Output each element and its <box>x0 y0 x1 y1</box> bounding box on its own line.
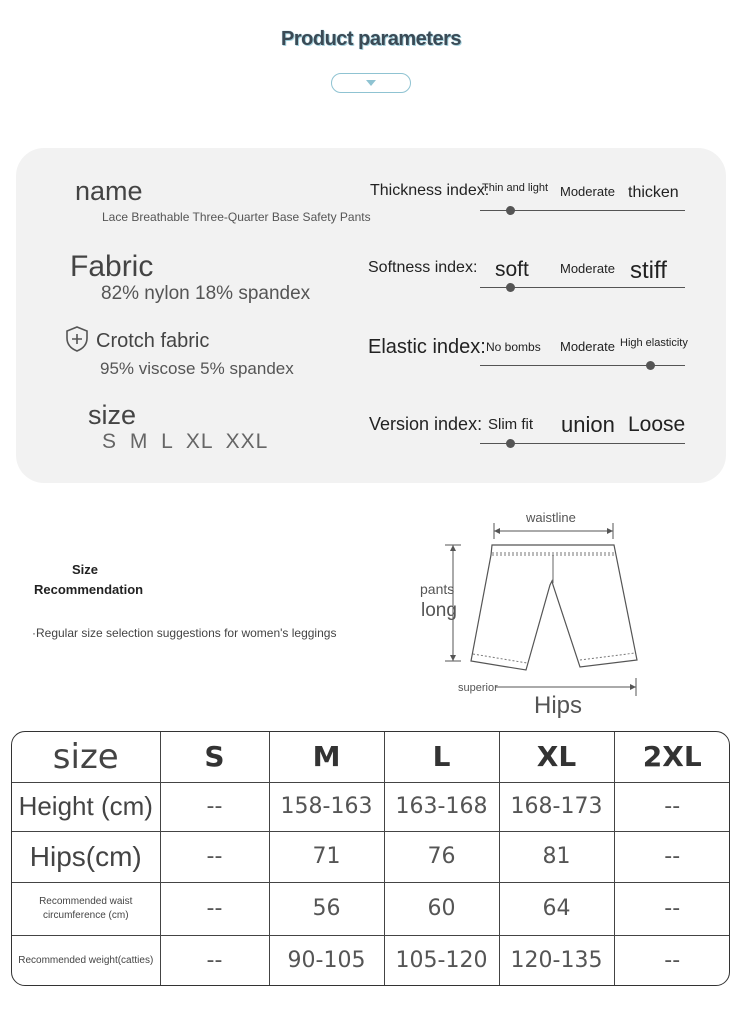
table-header-l: L <box>384 732 499 782</box>
table-cell: 120-135 <box>499 935 614 985</box>
name-value: Lace Breathable Three-Quarter Base Safety Pants <box>102 210 371 224</box>
table-cell: 71 <box>269 831 384 882</box>
version-indicator <box>506 439 515 448</box>
table-cell: 105-120 <box>384 935 499 985</box>
table-cell: 81 <box>499 831 614 882</box>
table-header-2xl: 2XL <box>614 732 730 782</box>
table-cell: -- <box>160 831 269 882</box>
row-label-weight: Recommended weight(catties) <box>12 935 160 985</box>
recommendation-title-line1: Size <box>72 562 99 577</box>
shorts-diagram <box>440 515 645 700</box>
softness-tick-stiff: stiff <box>630 257 667 284</box>
row-label-waist: Recommended waist circumference (cm) <box>12 882 160 935</box>
table-header-size: size <box>12 732 160 782</box>
page-title: Product parameters <box>281 28 461 50</box>
row-label-hips: Hips(cm) <box>12 831 160 882</box>
table-header-xl: XL <box>499 732 614 782</box>
recommendation-title-line2: Recommendation <box>34 582 144 597</box>
elastic-tick-moderate: Moderate <box>560 339 615 354</box>
version-index-label: Version index: <box>369 414 483 434</box>
version-tick-loose: Loose <box>628 413 686 436</box>
row-label-height: Height (cm) <box>12 782 160 831</box>
waistline-label: waistline <box>526 510 576 525</box>
table-cell: -- <box>160 782 269 831</box>
softness-tick-moderate: Moderate <box>560 261 615 276</box>
size-value: S M L XL XXL <box>102 430 269 453</box>
table-cell: 60 <box>384 882 499 935</box>
table-row <box>12 831 730 882</box>
shield-icon <box>65 326 89 352</box>
version-tick-union: union <box>561 412 615 437</box>
hips-label: Hips <box>534 692 583 719</box>
table-cell: 64 <box>499 882 614 935</box>
table-cell: -- <box>160 882 269 935</box>
table-cell: -- <box>614 882 730 935</box>
elastic-indicator <box>646 361 655 370</box>
softness-indicator <box>506 283 515 292</box>
table-cell: 163-168 <box>384 782 499 831</box>
table-row <box>12 935 730 985</box>
table-cell: -- <box>160 935 269 985</box>
superior-label: superior <box>458 682 498 694</box>
thickness-tick-thin: Thin and light <box>482 182 549 194</box>
table-cell: -- <box>614 831 730 882</box>
crotch-fabric-label: Crotch fabric <box>96 330 210 352</box>
chevron-down-icon <box>366 80 376 86</box>
table-cell: 158-163 <box>269 782 384 831</box>
name-label: name <box>75 176 143 206</box>
elastic-index-label: Elastic index: <box>368 336 486 358</box>
elastic-tick-no-bombs: No bombs <box>486 340 541 354</box>
fabric-label: Fabric <box>70 250 154 283</box>
pants-long-label-1: pants <box>420 581 455 597</box>
table-header-s: S <box>160 732 269 782</box>
softness-index-label: Softness index: <box>368 259 478 276</box>
table-cell: -- <box>664 947 681 973</box>
table-header-m: M <box>269 732 384 782</box>
table-row <box>12 782 730 831</box>
table-cell: 76 <box>384 831 499 882</box>
thickness-index-label: Thickness index: <box>370 182 490 199</box>
crotch-fabric-value: 95% viscose 5% spandex <box>100 359 294 378</box>
table-cell: 56 <box>269 882 384 935</box>
softness-tick-soft: soft <box>495 258 529 281</box>
thickness-tick-moderate: Moderate <box>560 184 615 199</box>
table-cell: -- <box>614 782 730 831</box>
thickness-indicator <box>506 206 515 215</box>
recommendation-note: ·Regular size selection suggestions for women's leggings <box>32 626 337 640</box>
pants-long-label-2: long <box>421 600 457 621</box>
size-table <box>11 731 730 986</box>
table-cell: 90-105 <box>269 935 384 985</box>
table-row <box>12 882 730 935</box>
version-tick-slim: Slim fit <box>488 416 533 433</box>
thickness-tick-thicken: thicken <box>628 184 679 201</box>
table-header-row <box>12 732 730 782</box>
table-cell: 168-173 <box>499 782 614 831</box>
size-label: size <box>88 400 137 430</box>
fabric-value: 82% nylon 18% spandex <box>101 283 311 304</box>
elastic-tick-high: High elasticity <box>620 337 688 349</box>
